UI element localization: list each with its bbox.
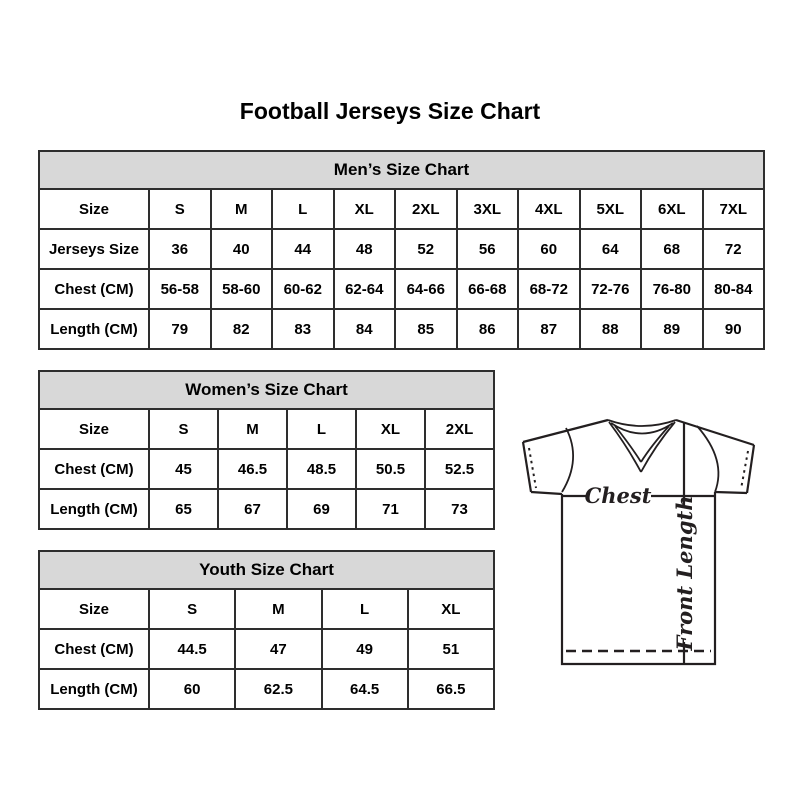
front-length-label: Front Length [672,495,697,651]
size-cell: 64 [580,229,642,269]
size-cell: 49 [322,629,408,669]
left-sleeve-bottom [531,492,562,494]
size-cell: 5XL [580,189,642,229]
size-cell: XL [356,409,425,449]
size-cell: XL [334,189,396,229]
size-cell: 66-68 [457,269,519,309]
jersey-measurement-diagram [505,402,773,680]
table-row [39,489,494,529]
row-label: Size [39,189,149,229]
table-row [39,629,494,669]
size-cell: 62-64 [334,269,396,309]
row-label: Chest (CM) [39,449,149,489]
size-cell: M [235,589,321,629]
table-row [39,589,494,629]
row-label: Length (CM) [39,489,149,529]
mens-chart-title: Men’s Size Chart [39,151,764,189]
size-cell: 71 [356,489,425,529]
size-cell: L [272,189,334,229]
size-cell: 62.5 [235,669,321,709]
size-cell: S [149,589,235,629]
table-row [39,449,494,489]
womens-size-chart-table [38,370,495,530]
right-sleeve-bottom [715,492,747,493]
row-label: Size [39,409,149,449]
page-title: Football Jerseys Size Chart [239,98,541,124]
size-cell: 69 [287,489,356,529]
right-armhole-seam [697,426,718,492]
size-cell: 82 [211,309,273,349]
row-label: Jerseys Size [39,229,149,269]
size-cell: 64.5 [322,669,408,709]
table-row [39,229,764,269]
size-cell: 47 [235,629,321,669]
vneck-outer-right [641,422,675,472]
youth-size-chart-table [38,550,495,710]
size-cell: 56 [457,229,519,269]
size-cell: S [149,189,211,229]
size-cell: 72-76 [580,269,642,309]
youth-chart-title: Youth Size Chart [39,551,494,589]
size-cell: 58-60 [211,269,273,309]
size-cell: 48.5 [287,449,356,489]
size-cell: 40 [211,229,273,269]
size-cell: 68-72 [518,269,580,309]
size-cell: 79 [149,309,211,349]
chest-label: Chest [584,483,652,508]
size-cell: 66.5 [408,669,494,709]
right-shoulder-line [676,420,754,445]
size-cell: 86 [457,309,519,349]
size-cell: 50.5 [356,449,425,489]
front-length-measurement [672,423,697,664]
right-cuff-stitch-line [741,451,748,489]
size-cell: 51 [408,629,494,669]
size-cell: 36 [149,229,211,269]
table-row [39,409,494,449]
collar-back-arc [608,420,676,426]
size-cell: 44 [272,229,334,269]
size-cell: 76-80 [641,269,703,309]
size-cell: 44.5 [149,629,235,669]
table-row [39,269,764,309]
size-cell: 89 [641,309,703,349]
size-cell: 6XL [641,189,703,229]
size-cell: 3XL [457,189,519,229]
left-armhole-seam [562,428,573,492]
size-cell: 64-66 [395,269,457,309]
size-cell: 73 [425,489,494,529]
mens-size-chart-table [38,150,765,350]
size-cell: 56-58 [149,269,211,309]
jersey-outline-drawing [523,420,754,664]
size-cell: 2XL [425,409,494,449]
size-cell: S [149,409,218,449]
size-cell: 52.5 [425,449,494,489]
size-cell: 48 [334,229,396,269]
size-cell: M [218,409,287,449]
row-label: Length (CM) [39,669,149,709]
size-cell: 4XL [518,189,580,229]
size-cell: 2XL [395,189,457,229]
size-cell: 87 [518,309,580,349]
size-cell: L [287,409,356,449]
row-label: Length (CM) [39,309,149,349]
row-label: Chest (CM) [39,269,149,309]
size-cell: 7XL [703,189,765,229]
table-row [39,669,494,709]
size-cell: 45 [149,449,218,489]
size-cell: 72 [703,229,765,269]
size-cell: 60-62 [272,269,334,309]
table-row [39,189,764,229]
row-label: Chest (CM) [39,629,149,669]
size-cell: 68 [641,229,703,269]
size-cell: L [322,589,408,629]
size-cell: 84 [334,309,396,349]
table-row [39,309,764,349]
row-label: Size [39,589,149,629]
size-cell: 60 [518,229,580,269]
size-cell: M [211,189,273,229]
size-cell: 83 [272,309,334,349]
size-cell: 67 [218,489,287,529]
size-cell: 90 [703,309,765,349]
size-cell: 65 [149,489,218,529]
womens-chart-title: Women’s Size Chart [39,371,494,409]
size-cell: 80-84 [703,269,765,309]
size-cell: XL [408,589,494,629]
size-cell: 88 [580,309,642,349]
size-cell: 46.5 [218,449,287,489]
size-cell: 85 [395,309,457,349]
size-cell: 60 [149,669,235,709]
left-shoulder-line [523,420,608,442]
size-cell: 52 [395,229,457,269]
